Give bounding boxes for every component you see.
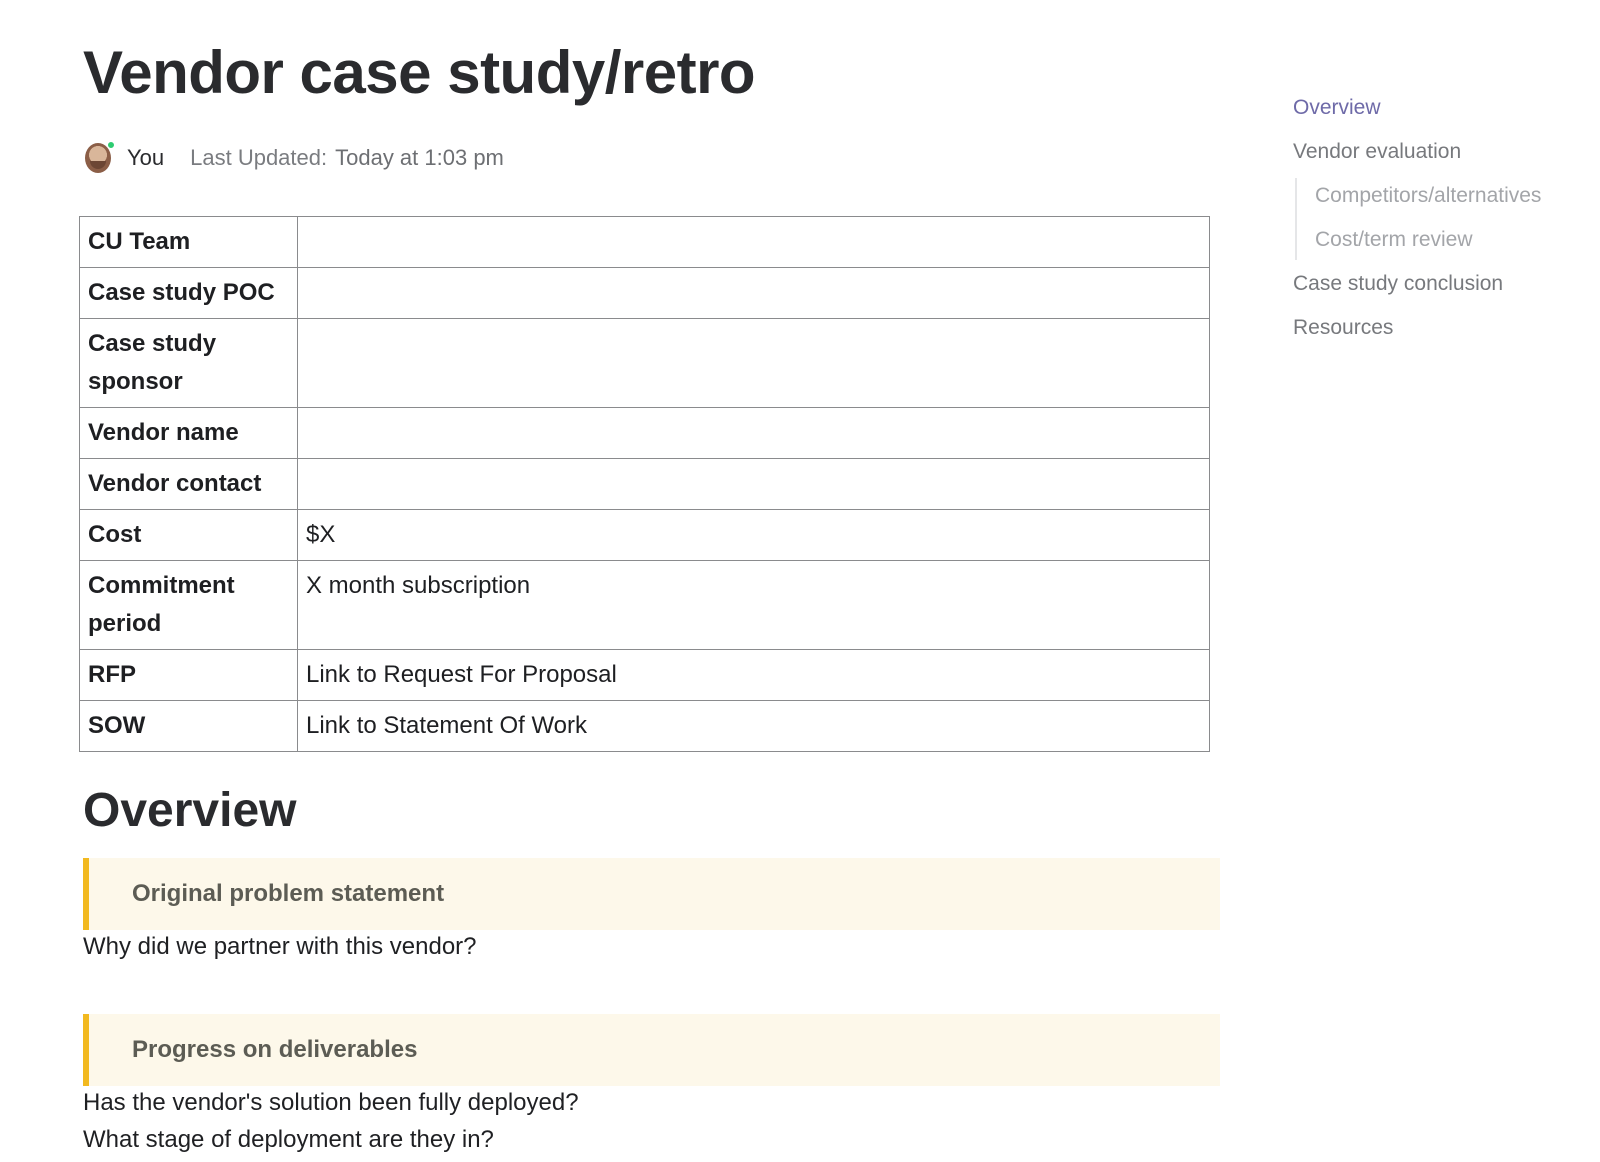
table-cell-key[interactable]: Case study sponsor xyxy=(80,319,298,408)
table-cell-key[interactable]: CU Team xyxy=(80,217,298,268)
table-row xyxy=(80,701,1210,752)
toc-item-case-study-conclusion[interactable]: Case study conclusion xyxy=(1293,272,1504,295)
table-cell-value[interactable]: Link to Statement Of Work xyxy=(298,701,1210,752)
toc-item-cost-term-review[interactable]: Cost/term review xyxy=(1315,228,1473,251)
last-updated-label: Last Updated: xyxy=(190,145,328,170)
table-cell-key[interactable]: SOW xyxy=(80,701,298,752)
table-cell-key[interactable]: Commitment period xyxy=(80,561,298,650)
table-row xyxy=(80,510,1210,561)
toc-item-resources[interactable]: Resources xyxy=(1293,316,1394,339)
table-row xyxy=(80,319,1210,408)
table-row xyxy=(80,561,1210,650)
paragraph[interactable]: What stage of deployment are they in? xyxy=(83,1126,494,1153)
table-cell-key[interactable]: Cost xyxy=(80,510,298,561)
author-name[interactable]: You xyxy=(127,145,165,170)
table-cell-key[interactable]: Vendor name xyxy=(80,408,298,459)
toc-nesting-rail xyxy=(1295,178,1297,260)
toc-item-overview[interactable]: Overview xyxy=(1293,96,1381,119)
table-cell-value[interactable] xyxy=(298,217,1210,268)
table-cell-value[interactable] xyxy=(298,459,1210,510)
toc-item-vendor-evaluation[interactable]: Vendor evaluation xyxy=(1293,140,1462,163)
callout-title: Progress on deliverables xyxy=(132,1036,418,1063)
table-cell-value[interactable]: $X xyxy=(298,510,1210,561)
callout-progress-deliverables[interactable] xyxy=(83,1014,1220,1086)
table-cell-key[interactable]: RFP xyxy=(80,650,298,701)
table-cell-value[interactable] xyxy=(298,319,1210,408)
callout-original-problem[interactable] xyxy=(83,858,1220,930)
document-meta xyxy=(83,140,504,176)
table-cell-value[interactable] xyxy=(298,268,1210,319)
table-row xyxy=(80,268,1210,319)
table-row xyxy=(80,408,1210,459)
last-updated-value: Today at 1:03 pm xyxy=(335,145,504,170)
table-cell-value[interactable] xyxy=(298,408,1210,459)
paragraph[interactable]: Has the vendor's solution been fully deployed? xyxy=(83,1089,579,1116)
callout-title: Original problem statement xyxy=(132,880,445,907)
online-status-indicator xyxy=(107,141,115,149)
avatar[interactable] xyxy=(83,141,113,175)
table-cell-value[interactable]: Link to Request For Proposal xyxy=(298,650,1210,701)
table-cell-key[interactable]: Case study POC xyxy=(80,268,298,319)
vendor-info-table xyxy=(79,216,1210,752)
page-title[interactable]: Vendor case study/retro xyxy=(83,39,756,106)
table-cell-value[interactable]: X month subscription xyxy=(298,561,1210,650)
overview-heading[interactable]: Overview xyxy=(83,784,297,837)
paragraph[interactable]: Why did we partner with this vendor? xyxy=(83,933,477,960)
table-row xyxy=(80,217,1210,268)
table-row xyxy=(80,459,1210,510)
table-row xyxy=(80,650,1210,701)
table-cell-key[interactable]: Vendor contact xyxy=(80,459,298,510)
toc-item-competitors-alternatives[interactable]: Competitors/alternatives xyxy=(1315,184,1542,207)
